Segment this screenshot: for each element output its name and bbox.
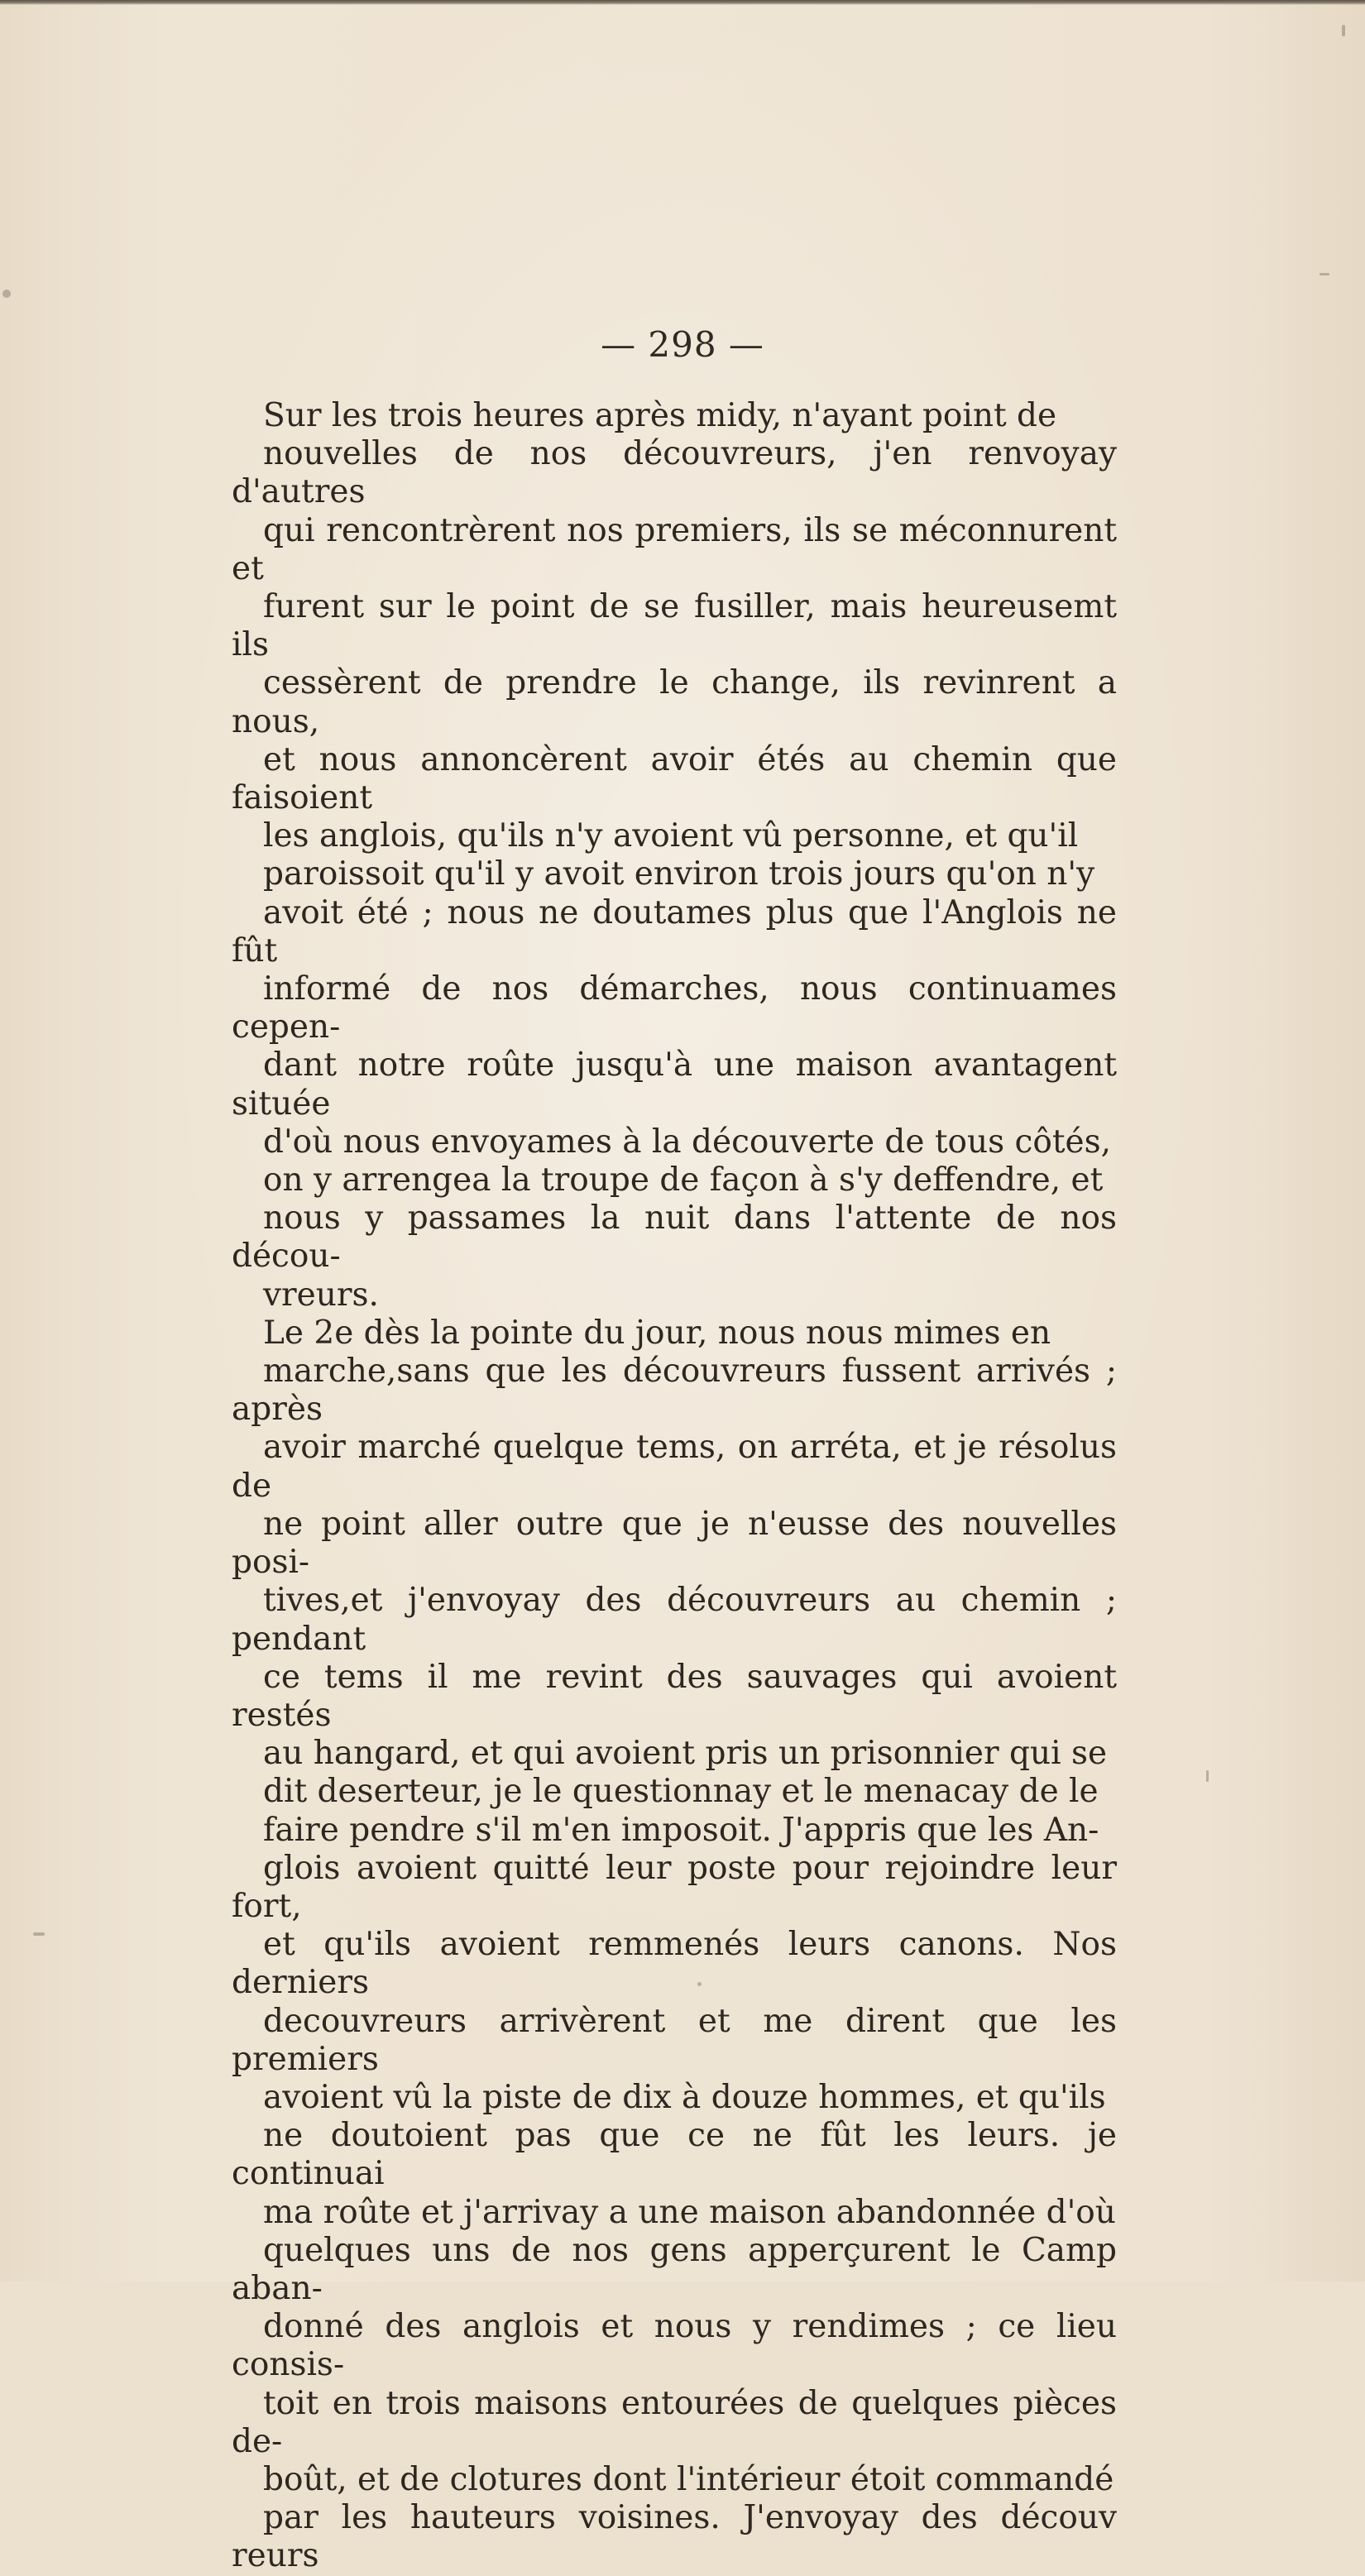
text-line: d'où nous envoyames à la découverte de tous côtés, (263, 1123, 1112, 1161)
text-line: decouvreurs arrivèrent et me dirent que les premiers (232, 2002, 1117, 2078)
page-top-edge (0, 0, 1365, 5)
text-line: on y arrengea la troupe de façon à s'y deffendre, et (263, 1161, 1104, 1199)
text-line: dit deserteur, je le questionnay et le menacay de le (263, 1773, 1099, 1811)
text-line: toit en trois maisons entourées de quelques pièces de- (232, 2384, 1117, 2460)
text-line: glois avoient quitté leur poste pour rejoindre leur fort, (232, 1849, 1117, 1925)
text-line: paroissoit qu'il y avoit environ trois jours qu'on n'y (263, 855, 1095, 893)
text-line: ne point aller outre que je n'eusse des nouvelles posi- (232, 1505, 1117, 1582)
text-line: avoient vû la piste de dix à douze hommes, et qu'ils (263, 2078, 1106, 2116)
text-line: ce tems il me revint des sauvages qui avoient restés (232, 1658, 1117, 1734)
paper-speck (1342, 25, 1345, 36)
page-number: — 298 — (601, 324, 764, 365)
text-line: et nous annoncèrent avoir étés au chemin que faisoient (232, 740, 1117, 817)
text-line: avoit été ; nous ne doutames plus que l'Anglois ne fût (232, 893, 1117, 970)
paper-speck (1206, 1770, 1209, 1782)
text-line: furent sur le point de se fusiller, mais heureusemt ils (232, 588, 1117, 664)
text-line: qui rencontrèrent nos premiers, ils se méconnurent et (232, 511, 1117, 587)
text-line: marche,sans que les découvreurs fussent arrivés ; après (232, 1353, 1117, 1429)
text-line: boût, et de clotures dont l'intérieur étoit commandé (263, 2460, 1114, 2498)
text-line: les anglois, qu'ils n'y avoient vû personne, et qu'il (263, 817, 1079, 855)
text-line: ne doutoient pas que ce ne fût les leurs. je continuai (232, 2117, 1117, 2193)
paper-speck (2, 290, 11, 298)
text-line: nouvelles de nos découvreurs, j'en renvoyay d'autres (232, 435, 1117, 511)
text-line: faire pendre s'il m'en imposoit. J'appris que les An- (263, 1811, 1099, 1849)
paper-speck (33, 1932, 45, 1936)
text-line: au hangard, et qui avoient pris un prisonnier qui se (263, 1735, 1108, 1773)
text-line: Le 2e dès la pointe du jour, nous nous mimes en (263, 1314, 1051, 1352)
text-line: dant notre roûte jusqu'à une maison avantagent située (232, 1046, 1117, 1123)
paper-speck (1320, 273, 1329, 275)
text-line: ma roûte et j'arrivay a une maison abandonnée d'où (263, 2193, 1116, 2231)
paragraph (232, 397, 1117, 1314)
text-line: et qu'ils avoient remmenés leurs canons. Nos derniers (232, 1926, 1117, 2002)
text-line: nous y passames la nuit dans l'attente de nos décou- (232, 1199, 1117, 1276)
body-text (232, 397, 1117, 2576)
text-line: avoir marché quelque tems, on arréta, et je résolus de (232, 1429, 1117, 1505)
text-line: vreurs. (263, 1276, 379, 1314)
text-line: donné des anglois et nous y rendimes ; ce lieu consis- (232, 2308, 1117, 2384)
text-line: quelques uns de nos gens apperçurent le Camp aban- (232, 2231, 1117, 2307)
text-line: tives,et j'envoyay des découvreurs au chemin ; pendant (232, 1582, 1117, 1658)
text-line: par les hauteurs voisines. J'envoyay des découv reurs (232, 2499, 1117, 2575)
paragraph (232, 1314, 1117, 2576)
text-line: cessèrent de prendre le change, ils revinrent a nous, (232, 664, 1117, 740)
text-line: Sur les trois heures après midy, n'ayant point de (263, 397, 1057, 434)
text-line: informé de nos démarches, nous continuames cepen- (232, 970, 1117, 1046)
